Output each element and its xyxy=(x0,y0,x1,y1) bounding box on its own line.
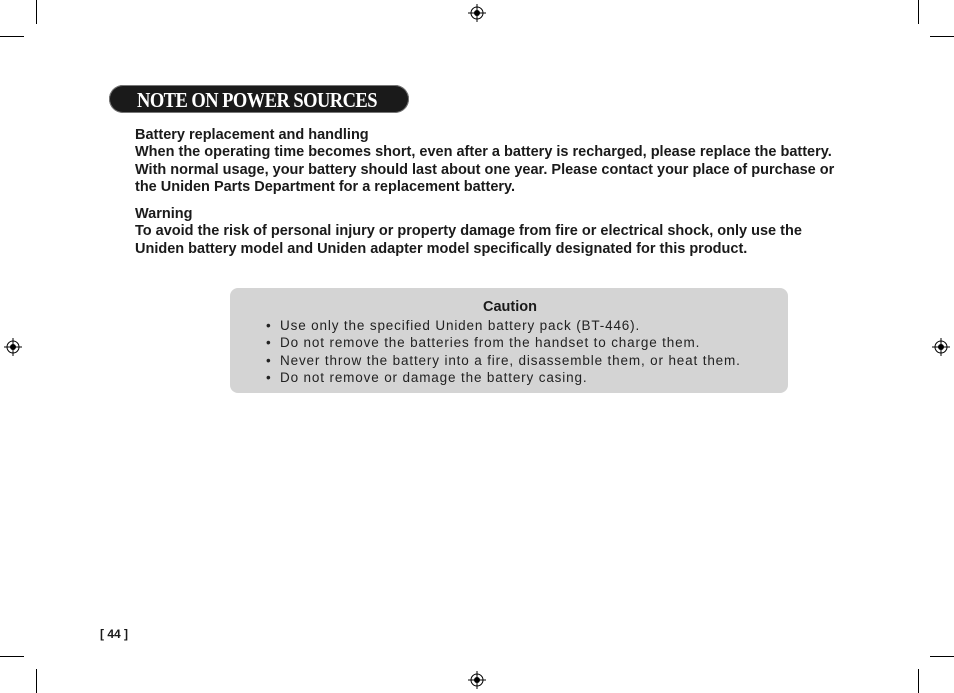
caution-list xyxy=(266,317,741,387)
caution-item-text: Do not remove or damage the battery casing. xyxy=(280,370,588,386)
registration-mark-left-icon xyxy=(4,338,22,356)
crop-mark-bottom-left-horizontal xyxy=(0,656,24,657)
battery-body: When the operating time becomes short, even after a battery is recharged, please replace the battery. With normal usage, your battery should last about one year. Please contact your place of purchase or the Uniden Parts Department for a replacement battery. xyxy=(135,144,835,196)
page-number: [ 44 ] xyxy=(100,627,129,641)
crop-mark-top-left-vertical xyxy=(36,0,37,24)
caution-item xyxy=(266,334,741,351)
bullet-icon: • xyxy=(266,318,272,333)
crop-mark-bottom-right-horizontal xyxy=(930,656,954,657)
registration-mark-top-icon xyxy=(468,4,486,22)
bullet-icon: • xyxy=(266,335,272,351)
bullet-icon: • xyxy=(266,370,272,386)
bullet-icon: • xyxy=(266,352,272,368)
caution-item-text: Use only the specified Uniden battery pack (BT-446). xyxy=(280,318,641,333)
warning-heading: Warning xyxy=(135,206,193,222)
crop-mark-top-right-horizontal xyxy=(930,36,954,37)
battery-section xyxy=(135,127,855,197)
caution-item xyxy=(266,352,741,369)
section-title: NOTE ON POWER SOURCES xyxy=(137,88,377,112)
registration-mark-bottom-icon xyxy=(468,671,486,689)
caution-item-text: Do not remove the batteries from the handset to charge them. xyxy=(280,335,701,351)
caution-box xyxy=(230,288,788,393)
caution-item xyxy=(266,369,741,386)
crop-mark-bottom-right-vertical xyxy=(918,669,919,693)
registration-mark-right-icon xyxy=(932,338,950,356)
warning-section xyxy=(135,206,855,258)
warning-body: To avoid the risk of personal injury or property damage from fire or electrical shock, only use the Uniden battery model and Uniden adapter model specifically designated for this product. xyxy=(135,223,802,257)
battery-heading: Battery replacement and handling xyxy=(135,127,369,143)
crop-mark-bottom-left-vertical xyxy=(36,669,37,693)
caution-item xyxy=(266,317,741,334)
caution-item-text: Never throw the battery into a fire, disassemble them, or heat them. xyxy=(280,352,741,368)
caution-title: Caution xyxy=(483,299,537,315)
section-title-banner xyxy=(109,85,409,113)
crop-mark-top-left-horizontal xyxy=(0,36,24,37)
crop-mark-top-right-vertical xyxy=(918,0,919,24)
